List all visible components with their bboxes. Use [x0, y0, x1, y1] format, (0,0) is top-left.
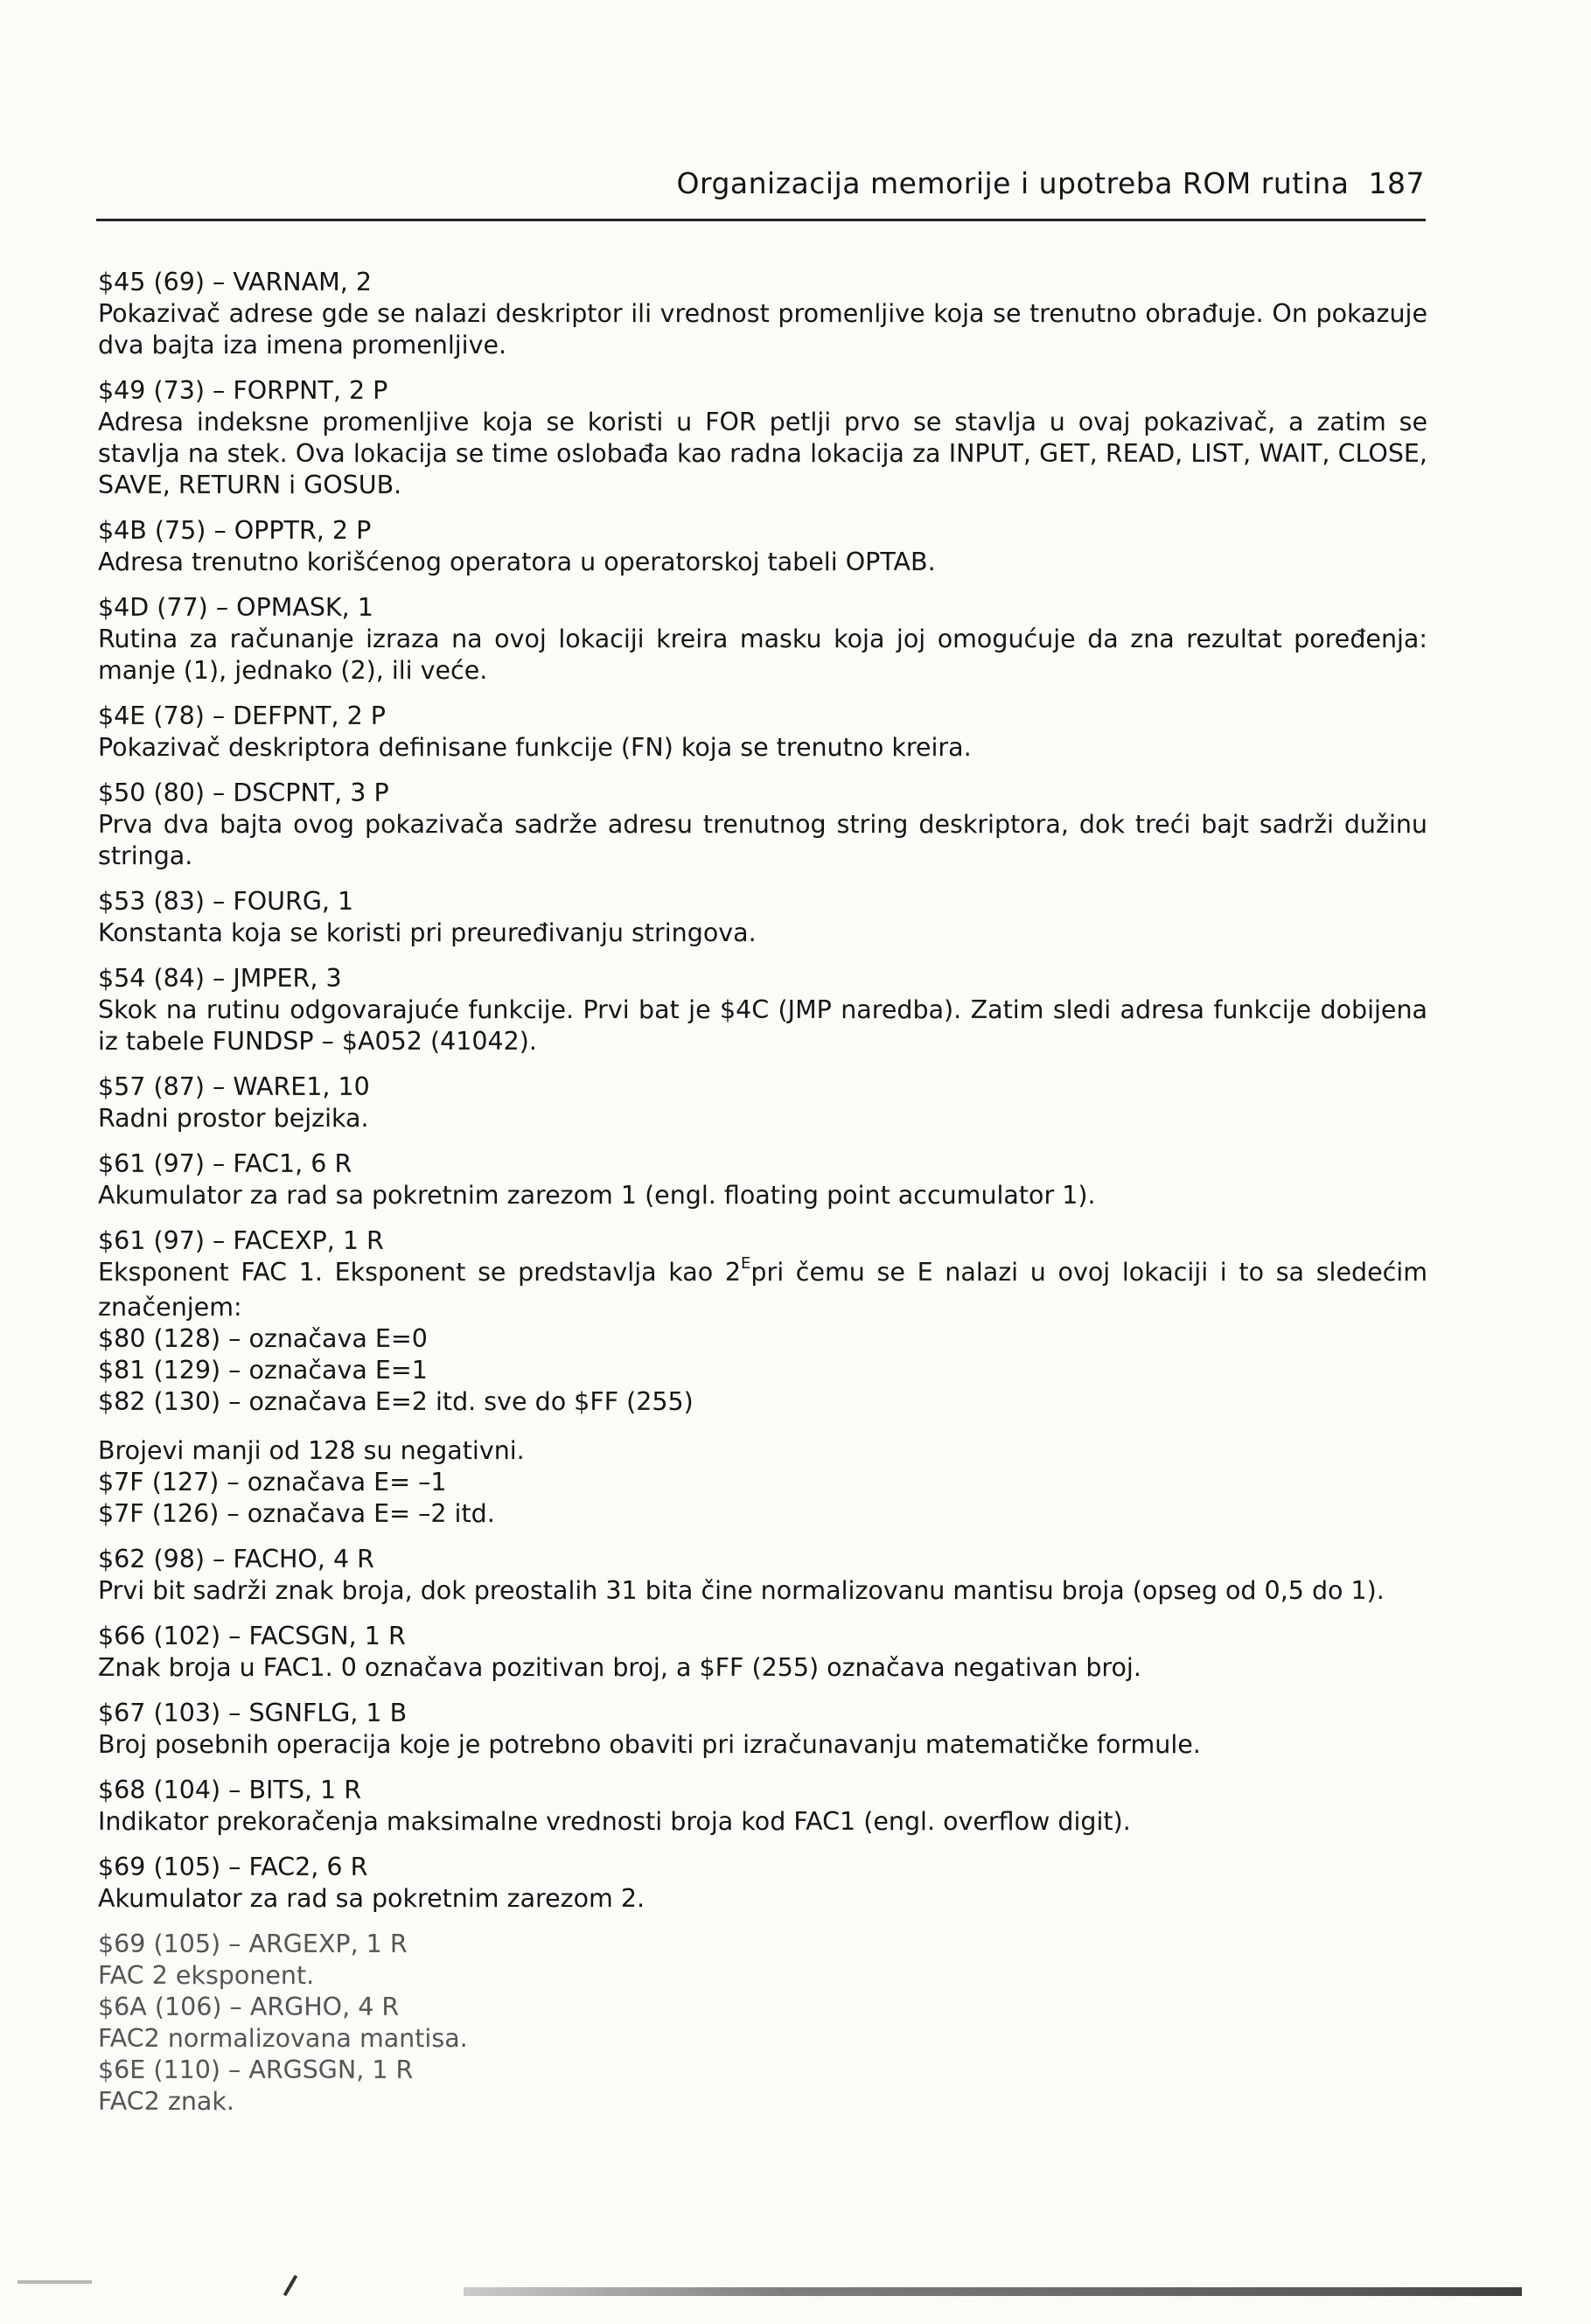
arg-line: $69 (105) – ARGEXP, 1 R [98, 1930, 408, 1958]
entry-description: Broj posebnih operacija koje je potrebno obaviti pri izračunavanju matematičke formule. [98, 1730, 1201, 1759]
entry-heading: $68 (104) – BITS, 1 R [98, 1776, 362, 1804]
facexp-desc-after: pri čemu se E nalazi u ovoj lokaciji i to sa sledećim značenjem: [98, 1258, 1427, 1322]
entry-fac2 [98, 1852, 1427, 1915]
header-title: Organizacija memorije i upotreba ROM rutina [676, 166, 1350, 200]
entry-forpnt [98, 375, 1427, 501]
entry-facexp [98, 1225, 1427, 1530]
scan-artifact-slash [283, 2275, 297, 2297]
entry-description: Prva dva bajta ovog pokazivača sadrže adresu trenutnog string deskriptora, dok treći bajt sadrži dužinu stringa. [98, 810, 1427, 870]
entry-description: Akumulator za rad sa pokretnim zarezom 2. [98, 1884, 645, 1913]
header-rule [96, 219, 1426, 221]
entry-description: Skok na rutinu odgovarajuće funkcije. Prvi bat je $4C (JMP naredba). Zatim sledi adresa funkcije dobijena iz tabele FUNDSP – $A052 (41042). [98, 995, 1427, 1056]
entry-description: Adresa indeksne promenljive koja se koristi u FOR petlji prvo se stavlja u ovaj pokazivač, a zatim se stavlja na stek. Ova lokacija se time oslobađa kao radna lokacija za INPUT, GET, READ, LIST, WAIT, CLOSE, SAVE, RETURN i GOSUB. [98, 408, 1427, 499]
page-number: 187 [1368, 166, 1425, 200]
entry-fac1 [98, 1148, 1427, 1211]
entry-heading: $66 (102) – FACSGN, 1 R [98, 1622, 406, 1651]
entry-facho [98, 1544, 1427, 1607]
entry-fourg [98, 886, 1427, 949]
entry-heading: $4E (78) – DEFPNT, 2 P [98, 701, 386, 730]
entry-heading: $49 (73) – FORPNT, 2 P [98, 376, 388, 405]
entry-heading: $69 (105) – FAC2, 6 R [98, 1853, 368, 1881]
entry-heading: $61 (97) – FAC1, 6 R [98, 1149, 352, 1178]
entry-arg-block [98, 1929, 1427, 2118]
entry-description: Znak broja u FAC1. 0 označava pozitivan broj, a $FF (255) označava negativan broj. [98, 1653, 1141, 1682]
entry-description: Akumulator za rad sa pokretnim zarezom 1 (engl. floating point accumulator 1). [98, 1181, 1096, 1210]
entry-ware1 [98, 1071, 1427, 1134]
arg-line: FAC2 normalizovana mantisa. [98, 2024, 468, 2053]
entry-heading: $53 (83) – FOURG, 1 [98, 887, 354, 916]
entry-description: Adresa trenutno korišćenog operatora u operatorskoj tabeli OPTAB. [98, 548, 936, 576]
entry-description: Pokazivač deskriptora definisane funkcije (FN) koja se trenutno kreira. [98, 733, 972, 762]
entry-description: Pokazivač adrese gde se nalazi deskriptor ili vrednost promenljive koja se trenutno obrađuje. On pokazuje dva bajta iza imena promenljive. [98, 299, 1427, 359]
running-header [96, 166, 1425, 200]
entry-description: Konstanta koja se koristi pri preuređivanju stringova. [98, 918, 757, 947]
entry-opmask [98, 592, 1427, 687]
entry-jmper [98, 963, 1427, 1057]
exponent-line: $82 (130) – označava E=2 itd. sve do $FF (255) [98, 1387, 694, 1416]
arg-line: FAC 2 eksponent. [98, 1961, 315, 1990]
entry-sgnflg [98, 1698, 1427, 1761]
entry-heading: $67 (103) – SGNFLG, 1 B [98, 1699, 408, 1727]
entry-heading: $61 (97) – FACEXP, 1 R [98, 1226, 384, 1255]
entry-description [98, 1254, 1427, 1323]
entry-opptr [98, 515, 1427, 578]
scan-artifact-bottom-bar [464, 2287, 1522, 2296]
exponent-line: $7F (127) – označava E= –1 [98, 1468, 447, 1497]
entry-description: Indikator prekoračenja maksimalne vrednosti broja kod FAC1 (engl. overflow digit). [98, 1807, 1131, 1836]
arg-line: $6A (106) – ARGHO, 4 R [98, 1992, 400, 2021]
exponent-superscript: E [741, 1254, 751, 1273]
entry-description: Radni prostor bejzika. [98, 1104, 369, 1133]
entry-description: Rutina za računanje izraza na ovoj lokaciji kreira masku koja joj omogućuje da zna rezultat poređenja: manje (1), jednako (2), ili veće. [98, 625, 1427, 685]
entry-heading: $4D (77) – OPMASK, 1 [98, 593, 373, 622]
entry-dscpnt [98, 778, 1427, 872]
entry-bits [98, 1775, 1427, 1838]
entry-heading: $4B (75) – OPPTR, 2 P [98, 516, 372, 545]
exponent-line: $7F (126) – označava E= –2 itd. [98, 1499, 495, 1528]
spacer [98, 1418, 1427, 1435]
negative-intro: Brojevi manji od 128 su negativni. [98, 1436, 525, 1465]
page-body [98, 267, 1427, 2132]
entry-varnam [98, 267, 1427, 361]
entry-defpnt [98, 701, 1427, 764]
facexp-desc-before: Eksponent FAC 1. Eksponent se predstavlja kao 2 [98, 1258, 742, 1287]
entry-heading: $50 (80) – DSCPNT, 3 P [98, 778, 389, 807]
entry-facsgn [98, 1621, 1427, 1684]
arg-line: FAC2 znak. [98, 2087, 234, 2116]
entry-heading: $54 (84) – JMPER, 3 [98, 964, 342, 993]
scan-artifact-mark [17, 2280, 92, 2284]
entry-heading: $45 (69) – VARNAM, 2 [98, 268, 372, 297]
entry-heading: $62 (98) – FACHO, 4 R [98, 1545, 374, 1574]
entry-heading: $57 (87) – WARE1, 10 [98, 1072, 370, 1101]
arg-line: $6E (110) – ARGSGN, 1 R [98, 2055, 414, 2084]
exponent-line: $81 (129) – označava E=1 [98, 1356, 428, 1385]
exponent-line: $80 (128) – označava E=0 [98, 1324, 428, 1353]
entry-description: Prvi bit sadrži znak broja, dok preostalih 31 bita čine normalizovanu mantisu broja (opseg od 0,5 do 1). [98, 1576, 1385, 1605]
